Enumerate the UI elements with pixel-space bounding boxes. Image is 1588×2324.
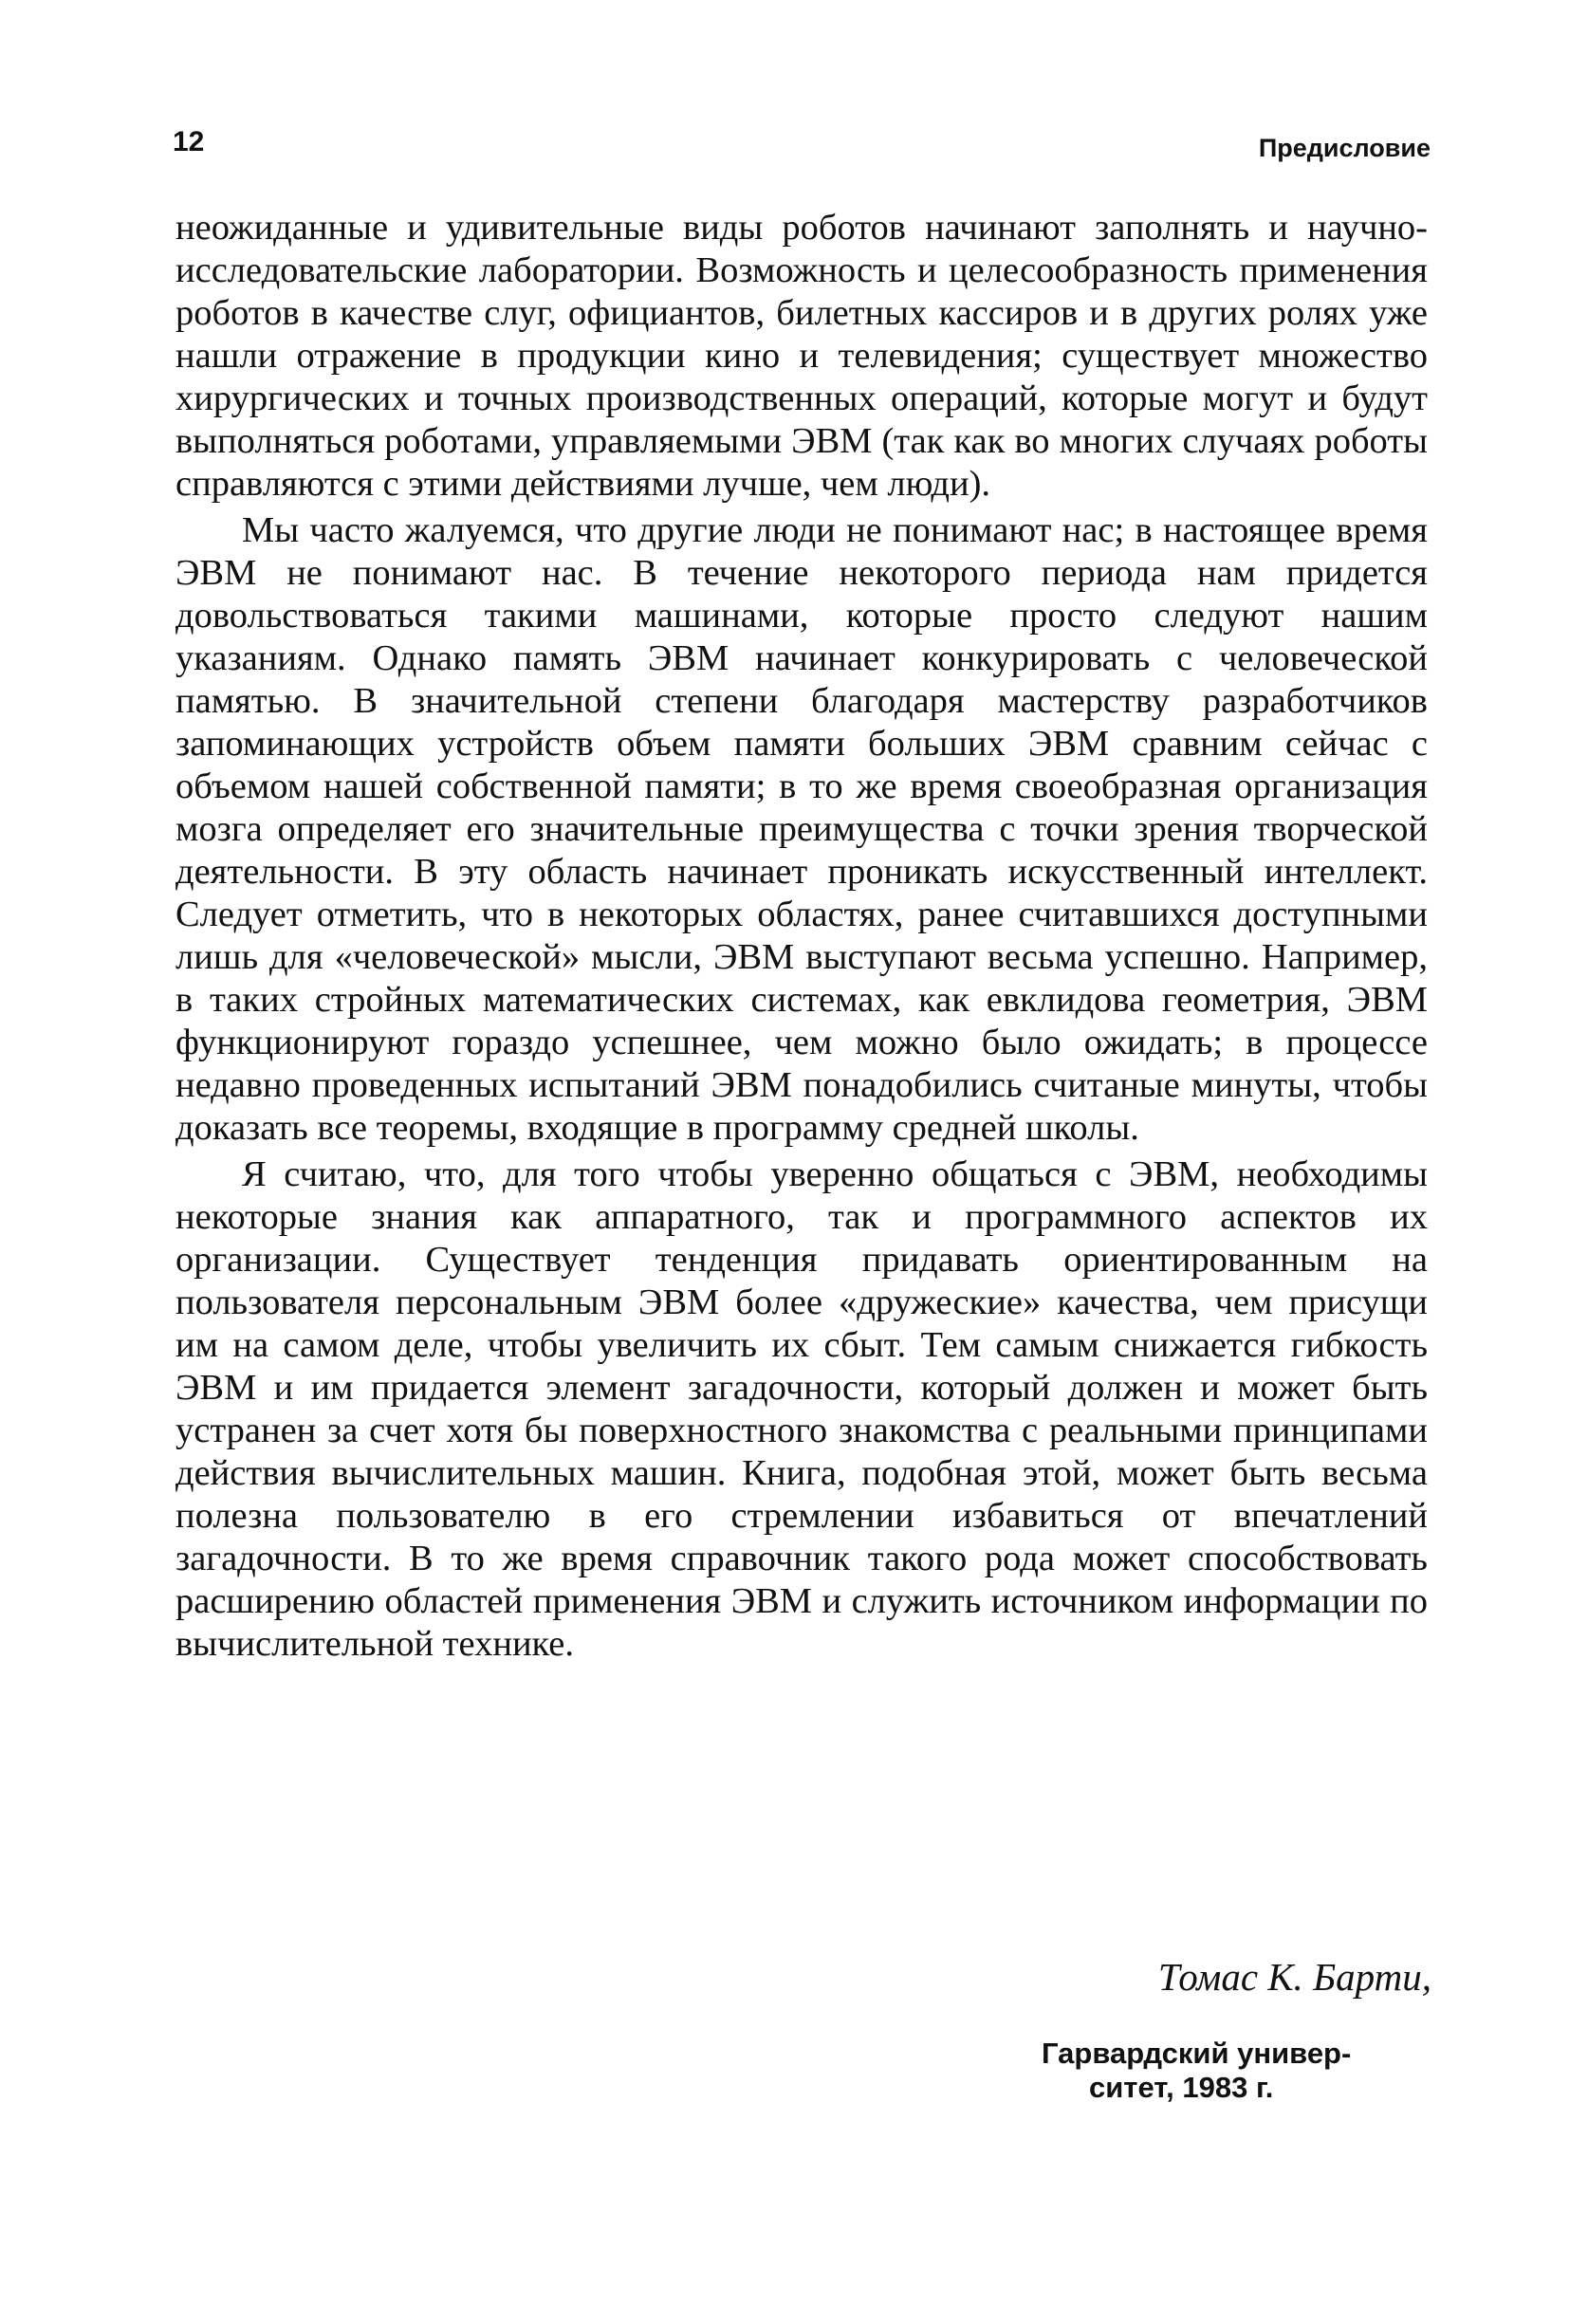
affiliation-line-2: ситет, 1983 г. — [1089, 2071, 1274, 2104]
page-number: 12 — [173, 126, 205, 157]
running-title: Предисловие — [1258, 134, 1431, 162]
paragraph-2: Мы часто жалуемся, что другие люди не понимают нас; в настоящее время ЭВМ не понимают нас. В течение некоторого периода нам придется довольствоваться такими машинами, которые просто следуют нашим указаниям. Однако память ЭВМ начинает конкурировать с человеческой памятью. В значительной степени благодаря мастерству разработчиков запоминающих устройств объем памяти больших ЭВМ сравним сейчас с объемом нашей собственной памяти; в то же время своеобразная организация мозга определяет его значительные преимущества с точки зрения творческой деятельности. В эту область начинает проникать искусственный интеллект. Следует отметить, что в некоторых областях, ранее считавшихся доступными лишь для «человеческой» мысли, ЭВМ выступают весьма успешно. Например, в таких стройных математических системах, как евклидова геометрия, ЭВМ функционируют гораздо успешнее, чем можно было ожидать; в процессе недавно проведенных испытаний ЭВМ понадобились считаные минуты, чтобы доказать все теоремы, входящие в программу средней школы. — [175, 510, 1428, 1148]
signature-affiliation — [1042, 2037, 1421, 2105]
affiliation-line-1: Гарвардский универ- — [1042, 2037, 1352, 2070]
body-text — [175, 207, 1428, 1666]
paragraph-1: неожиданные и удивительные виды роботов начинают заполнять и научно-исследовательские лаборатории. Возможность и целесообразность применения роботов в качестве слуг, официантов, билетных кассиров и в других ролях уже нашли отражение в продукции кино и телевидения; существует множество хирургических и точных производственных операций, которые могут и будут выполняться роботами, управляемыми ЭВМ (так как во многих случаях роботы справляются с этими действиями лучше, чем люди). — [175, 208, 1428, 504]
signature-author: Томас К. Барти, — [1157, 1955, 1431, 1999]
paragraph-3: Я считаю, что, для того чтобы уверенно общаться с ЭВМ, необходимы некоторые знания как аппаратного, так и программного аспектов их организации. Существует тенденция придавать ориентированным на пользователя персональным ЭВМ более «дружеские» качества, чем присущи им на самом деле, чтобы увеличить их сбыт. Тем самым снижается гибкость ЭВМ и им придается элемент загадочности, который должен и может быть устранен за счет хотя бы поверхностного знакомства с реальными принципами действия вычислительных машин. Книга, подобная этой, может быть весьма полезна пользователю в его стремлении избавиться от впечатлений загадочности. В то же время справочник такого рода может способствовать расширению областей применения ЭВМ и служить источником информации по вычислительной технике. — [175, 1154, 1428, 1664]
